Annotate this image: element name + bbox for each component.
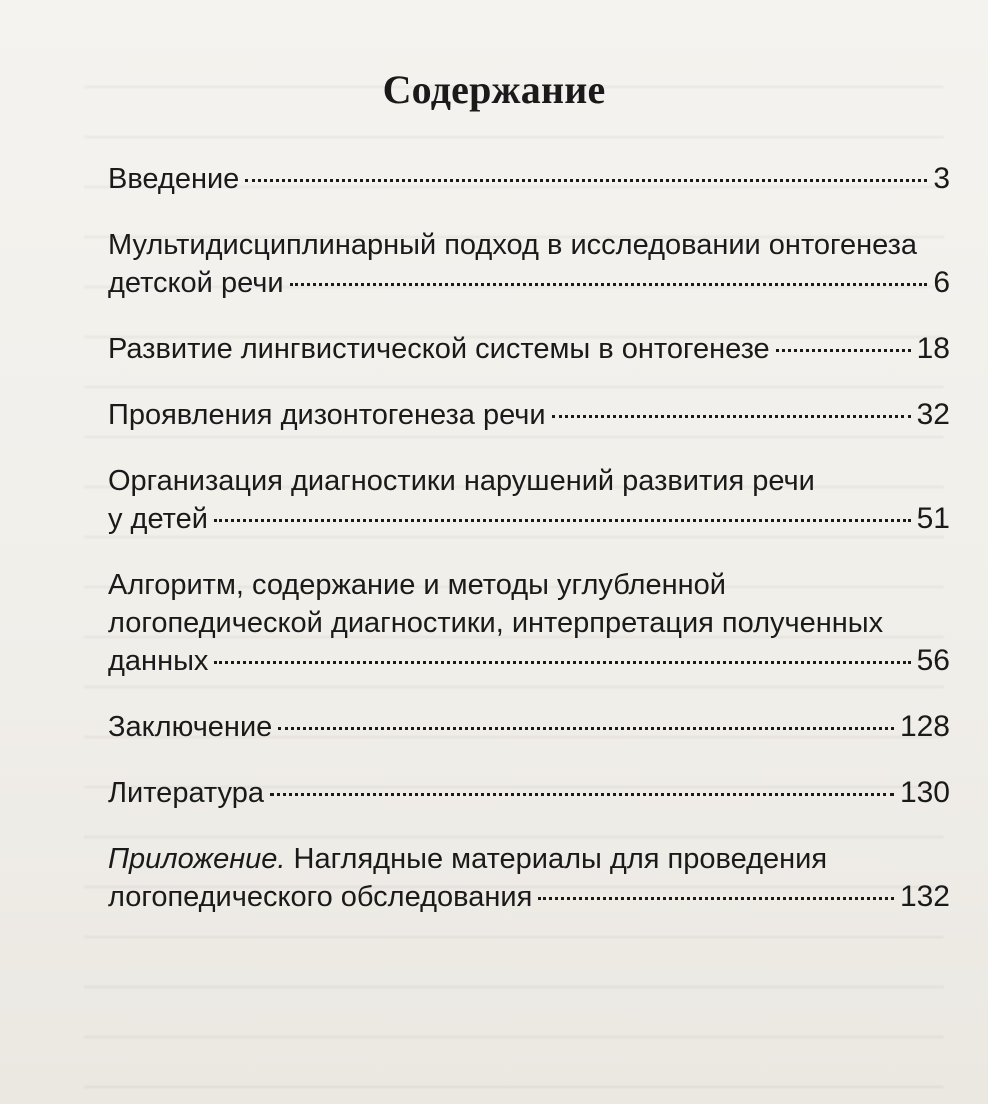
- toc-entry-title-line: логопедической диагностики, интерпретация полученных: [108, 607, 884, 639]
- toc-page-number: 3: [933, 162, 950, 195]
- toc-entry-literature: [108, 774, 950, 812]
- toc-entry-diagnostics-organization: [108, 462, 950, 538]
- toc-entry-title: Заключение: [108, 711, 273, 743]
- toc-entry-title: Литература: [108, 777, 264, 809]
- toc-page-number: 32: [916, 398, 950, 431]
- toc-entry-title-line: Алгоритм, содержание и методы углубленной: [108, 569, 726, 601]
- toc-entry-line: [108, 878, 950, 916]
- toc-entry-line: [108, 642, 950, 680]
- toc-entry-line: [108, 160, 950, 198]
- toc-leader-dots: [552, 415, 911, 418]
- toc-leader-dots: [214, 519, 911, 522]
- toc-leader-dots: [290, 283, 928, 286]
- toc-entry-line: [108, 774, 950, 812]
- toc-entry-line: [108, 330, 950, 368]
- toc-page-number: 128: [899, 710, 950, 743]
- toc-entry-title-line: Организация диагностики нарушений развития речи: [108, 465, 815, 497]
- toc-page-number: 6: [933, 266, 950, 299]
- toc-leader-dots: [538, 897, 894, 900]
- toc-entry-title-line: данных: [108, 645, 209, 677]
- toc-entry-conclusion: [108, 708, 950, 746]
- toc-entry-title-line: у детей: [108, 503, 208, 535]
- table-of-contents: [108, 160, 950, 944]
- toc-entry-line: [108, 708, 950, 746]
- toc-entry-line: [108, 500, 950, 538]
- toc-entry-linguistic-system: [108, 330, 950, 368]
- toc-page-number: 132: [899, 880, 950, 913]
- page-title: Содержание: [382, 67, 606, 112]
- toc-entry-title-line-rest: Наглядные материалы для проведения: [285, 843, 828, 875]
- toc-entry-appendix: [108, 840, 950, 916]
- toc-entry-title: Введение: [108, 163, 240, 195]
- toc-entry-title-line: Мультидисциплинарный подход в исследовании онтогенеза: [108, 229, 918, 261]
- toc-page-number: 18: [916, 332, 950, 365]
- toc-entry-title-line: [108, 840, 950, 878]
- toc-entry-introduction: [108, 160, 950, 198]
- toc-page-number: 130: [899, 776, 950, 809]
- toc-leader-dots: [245, 179, 927, 182]
- toc-entry-title: Проявления дизонтогенеза речи: [108, 399, 546, 431]
- toc-entry-multidisciplinary-approach: [108, 226, 950, 302]
- toc-entry-line: [108, 396, 950, 434]
- toc-entry-title-line: детской речи: [108, 267, 284, 299]
- toc-appendix-label: Приложение.: [108, 843, 286, 875]
- toc-leader-dots: [214, 661, 910, 664]
- toc-leader-dots: [278, 727, 894, 730]
- toc-entry-algorithm-methods: [108, 566, 950, 680]
- toc-entry-line: [108, 264, 950, 302]
- toc-page-number: 51: [916, 502, 950, 535]
- toc-entry-dysontogenesis: [108, 396, 950, 434]
- toc-leader-dots: [776, 349, 911, 352]
- toc-page-number: 56: [916, 644, 950, 677]
- toc-leader-dots: [270, 793, 894, 796]
- toc-entry-title: Развитие лингвистической системы в онтогенезе: [108, 333, 770, 365]
- toc-entry-title-line: логопедического обследования: [108, 881, 533, 913]
